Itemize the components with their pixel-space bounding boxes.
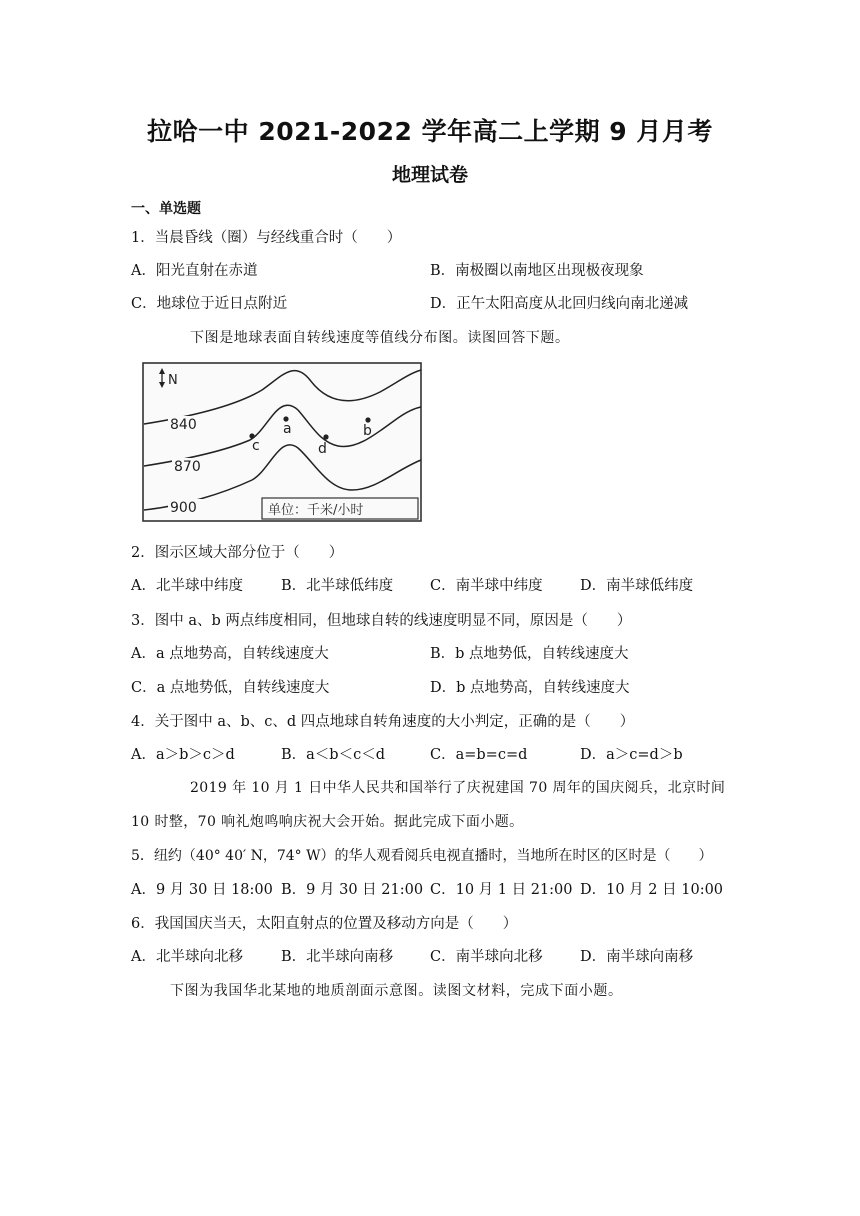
exam-subtitle: 地理试卷 [391, 164, 468, 186]
q2-option-a: A．北半球中纬度 [131, 578, 243, 594]
contour-label-900: 900 [170, 500, 197, 516]
point-b [365, 417, 370, 422]
q1-option-c: C．地球位于近日点附近 [131, 296, 288, 312]
q1-option-d: D．正午太阳高度从北回归线向南北递减 [430, 296, 689, 312]
intro-parade-line-2: 10 时整，70 响礼炮鸣响庆祝大会开始。据此完成下面小题。 [131, 814, 524, 830]
contour-map [142, 362, 422, 522]
north-label: N [168, 373, 178, 388]
q1-option-a: A．阳光直射在赤道 [131, 263, 258, 279]
q4-stem: 4．关于图中 a、b、c、d 四点地球自转角速度的大小判定，正确的是（ ） [131, 714, 635, 730]
unit-label: 单位：千米/小时 [268, 503, 364, 518]
q4-option-d: D．a＞c=d＞b [580, 747, 683, 763]
q3-option-d: D．b 点地势高，自转线速度大 [430, 680, 630, 696]
exam-title: 拉哈一中 2021-2022 学年高二上学期 9 月月考 [147, 117, 713, 146]
point-d [323, 434, 328, 439]
q1-option-b: B．南极圈以南地区出现极夜现象 [430, 263, 644, 279]
q5-option-a: A．9 月 30 日 18:00 [131, 882, 273, 898]
q4-option-b: B．a＜b＜c＜d [281, 747, 385, 763]
point-b-label: b [363, 423, 372, 439]
point-c-label: c [252, 438, 260, 454]
q4-option-a: A．a＞b＞c＞d [131, 747, 235, 763]
q6-option-a: A．北半球向北移 [131, 949, 243, 965]
q6-option-d: D．南半球向南移 [580, 949, 694, 965]
contour-map-figure [142, 362, 422, 522]
q5-option-b: B．9 月 30 日 21:00 [281, 882, 424, 898]
intro-parade-line-1: 2019 年 10 月 1 日中华人民共和国举行了庆祝建国 70 周年的国庆阅兵，北京时间 [190, 780, 726, 796]
point-a-label: a [283, 421, 292, 437]
contour-label-840: 840 [170, 417, 197, 433]
map-frame [143, 363, 421, 521]
section-heading: 一、单选题 [131, 201, 201, 217]
q3-option-a: A．a 点地势高，自转线速度大 [131, 646, 329, 662]
point-d-label: d [318, 441, 327, 457]
q2-option-c: C．南半球中纬度 [430, 578, 543, 594]
q1-stem: 1．当晨昏线（圈）与经线重合时（ ） [131, 230, 402, 246]
contour-label-870: 870 [174, 459, 201, 475]
q3-option-c: C．a 点地势低，自转线速度大 [131, 680, 330, 696]
intro-figure-1: 下图是地球表面自转线速度等值线分布图。读图回答下题。 [190, 330, 570, 346]
q6-stem: 6．我国国庆当天，太阳直射点的位置及移动方向是（ ） [131, 916, 518, 932]
q2-stem: 2．图示区域大部分位于（ ） [131, 545, 344, 561]
q5-stem: 5．纽约（40° 40′ N，74° W）的华人观看阅兵电视直播时，当地所在时区的区时是（ ） [131, 848, 713, 864]
q2-option-d: D．南半球低纬度 [580, 578, 694, 594]
q4-option-c: C．a=b=c=d [430, 747, 528, 763]
q5-option-c: C．10 月 1 日 21:00 [430, 882, 573, 898]
q3-stem: 3．图中 a、b 两点纬度相同，但地球自转的线速度明显不同，原因是（ ） [131, 613, 632, 629]
q3-option-b: B．b 点地势低，自转线速度大 [430, 646, 629, 662]
intro-geology-figure: 下图为我国华北某地的地质剖面示意图。读图文材料，完成下面小题。 [170, 983, 623, 999]
q2-option-b: B．北半球低纬度 [281, 578, 394, 594]
q5-option-d: D．10 月 2 日 10:00 [580, 882, 724, 898]
q6-option-c: C．南半球向北移 [430, 949, 543, 965]
q6-option-b: B．北半球向南移 [281, 949, 394, 965]
